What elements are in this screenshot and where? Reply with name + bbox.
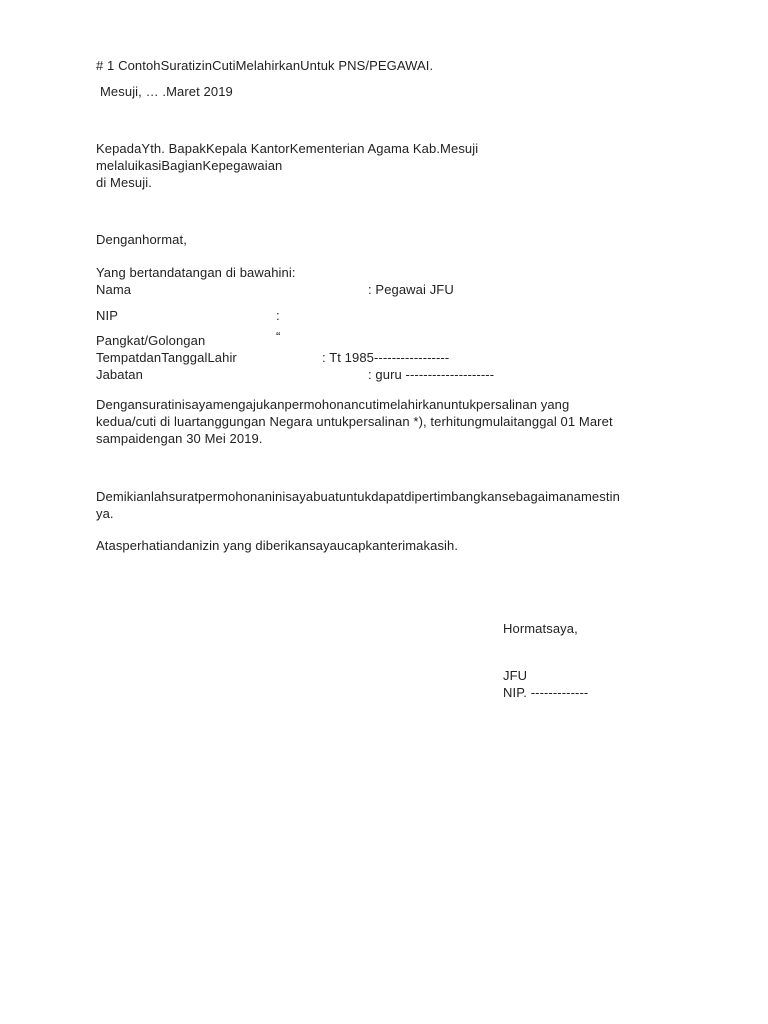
recipient-line-2: melaluikasiBagianKepegawaian — [96, 158, 283, 173]
salutation: Denganhormat, — [96, 232, 187, 247]
field-pangkat-value: “ — [276, 329, 281, 344]
thanks-text: Atasperhatiandanizin yang diberikansayaucapkanterimakasih. — [96, 538, 459, 553]
field-ttl-value: : Tt 1985----------------- — [322, 350, 450, 365]
field-nama-label: Nama — [96, 282, 132, 297]
field-jabatan-label: Jabatan — [96, 367, 143, 382]
place-date: Mesuji, … .Maret 2019 — [100, 84, 233, 99]
signature-name: JFU — [503, 668, 528, 683]
body-line-1: Dengansuratinisayamengajukanpermohonancutimelahirkanuntukpersalinan yang — [96, 397, 570, 412]
document-heading: # 1 ContohSuratizinCutiMelahirkanUntuk PNS/PEGAWAI. — [96, 58, 434, 73]
recipient-line-1: KepadaYth. BapakKepala KantorKementerian Agama Kab.Mesuji — [96, 141, 479, 156]
field-jabatan-value: : guru -------------------- — [368, 367, 495, 382]
field-pangkat-label: Pangkat/Golongan — [96, 333, 206, 348]
closing-line-1: Demikianlahsuratpermohonaninisayabuatuntukdapatdipertimbangkansebagaimanamestin — [96, 489, 620, 504]
signature-greeting: Hormatsaya, — [503, 621, 578, 636]
body-line-2: kedua/cuti di luartanggungan Negara untukpersalinan *), terhitungmulaitanggal 01 Maret — [96, 414, 613, 429]
signature-nip: NIP. ------------- — [503, 685, 589, 700]
body-line-3: sampaidengan 30 Mei 2019. — [96, 431, 263, 446]
closing-line-2: ya. — [96, 506, 114, 521]
field-nip-value: : — [276, 308, 280, 323]
field-nip-label: NIP — [96, 308, 118, 323]
field-nama-value: : Pegawai JFU — [368, 282, 454, 297]
field-ttl-label: TempatdanTanggalLahir — [96, 350, 237, 365]
recipient-line-3: di Mesuji. — [96, 175, 152, 190]
intro-text: Yang bertandatangan di bawahini: — [96, 265, 296, 280]
